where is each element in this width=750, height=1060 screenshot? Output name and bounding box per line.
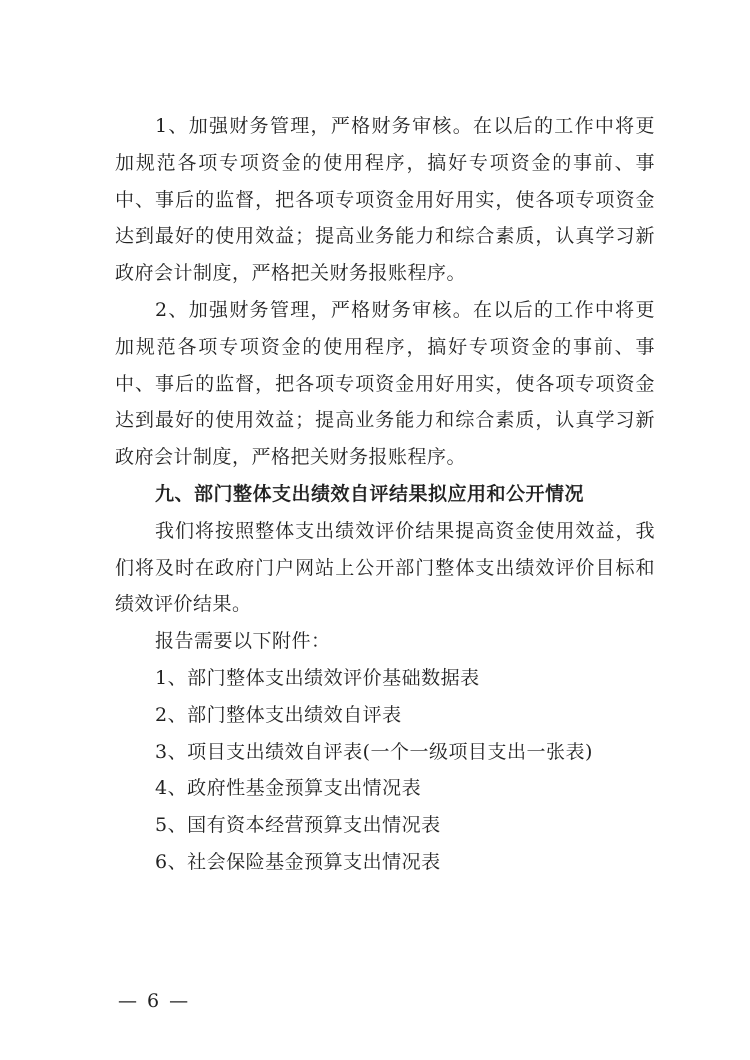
attachment-item-6: 6、社会保险基金预算支出情况表 — [155, 850, 441, 873]
section-heading: 九、部门整体支出绩效自评结果拟应用和公开情况 — [155, 482, 585, 505]
attachment-item-4: 4、政府性基金预算支出情况表 — [155, 777, 422, 800]
attachment-item-1: 1、部门整体支出绩效评价基础数据表 — [155, 666, 480, 689]
attachment-item-5: 5、国有资本经营预算支出情况表 — [155, 814, 441, 837]
section-body: 我们将按照整体支出绩效评价结果提高资金使用效益，我们将及时在政府门户网站上公开部门整体支出绩效评价目标和绩效评价结果。 — [115, 519, 655, 616]
paragraph-2: 2、加强财务管理，严格财务审核。在以后的工作中将更加规范各项专项资金的使用程序，搞好专项资金的事前、事中、事后的监督，把各项专项资金用好用实，使各项专项资金达到最好的使用效益；提高业务能力和综合素质，认真学习新政府会计制度，严格把关财务报账程序。 — [115, 298, 655, 469]
attachment-item-2: 2、部门整体支出绩效自评表 — [155, 703, 402, 726]
page-number: — 6 — — [118, 990, 191, 1012]
paragraph-1: 1、加强财务管理，严格财务审核。在以后的工作中将更加规范各项专项资金的使用程序，搞好专项资金的事前、事中、事后的监督，把各项专项资金用好用实，使各项专项资金达到最好的使用效益；提高业务能力和综合素质，认真学习新政府会计制度，严格把关财务报账程序。 — [115, 115, 655, 285]
document-body — [115, 108, 655, 881]
attachment-item-3: 3、项目支出绩效自评表(一个一级项目支出一张表) — [155, 740, 593, 763]
attachments-intro: 报告需要以下附件： — [155, 630, 331, 653]
